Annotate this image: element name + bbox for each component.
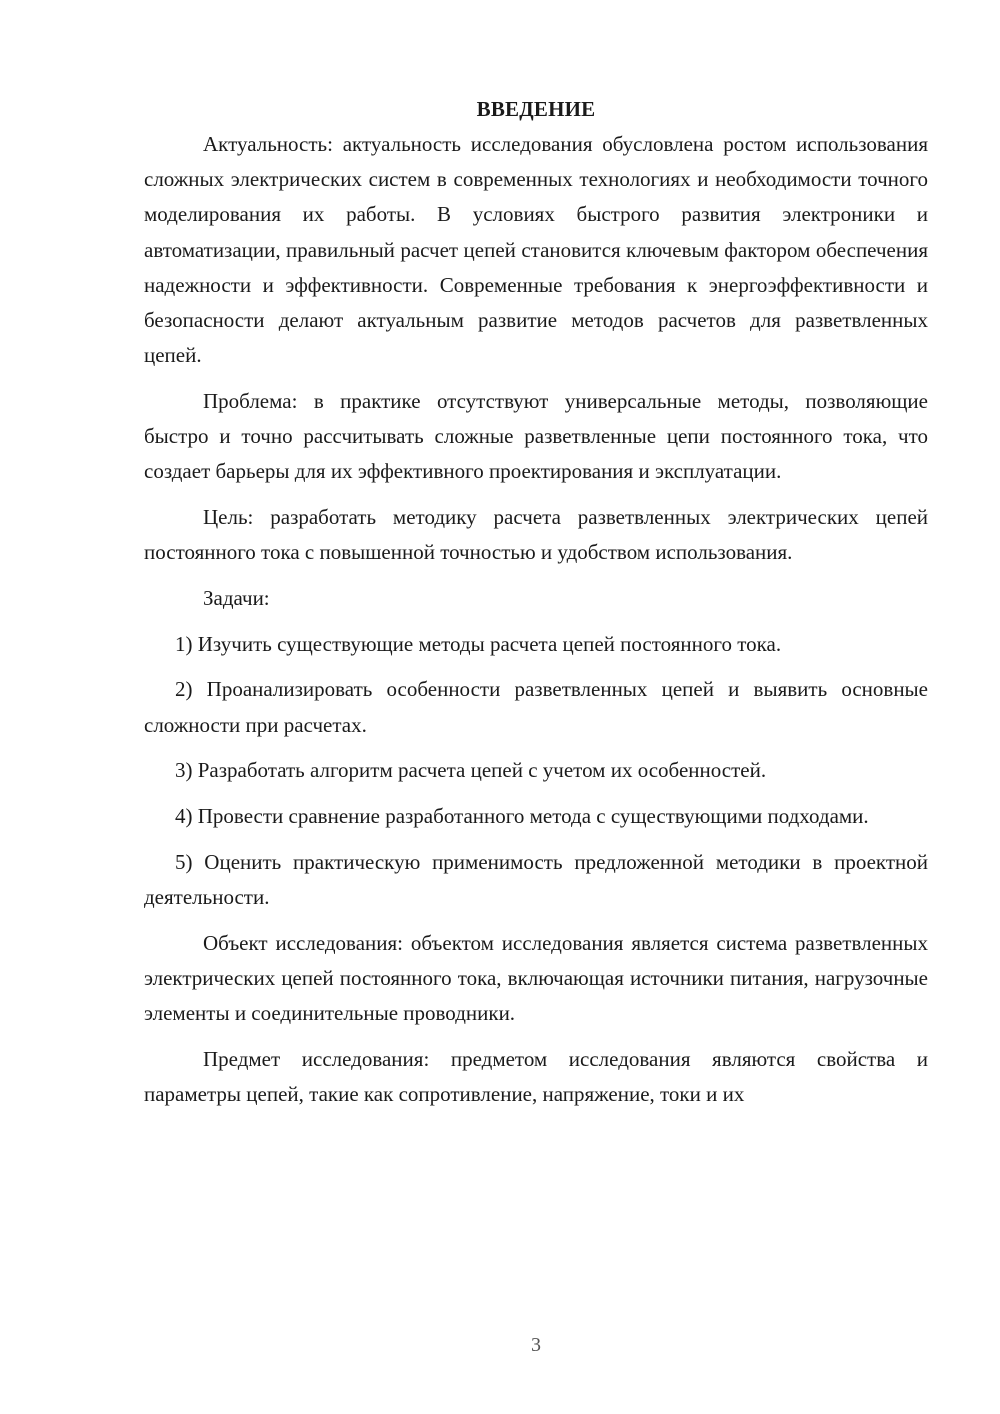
page-number: 3 bbox=[531, 1334, 541, 1356]
paragraph-object: Объект исследования: объектом исследования является система разветвленных электрических цепей постоянного тока, включающая источники питания, нагрузочные элементы и соединительные проводники. bbox=[144, 930, 928, 1025]
task-item-4: 4) Провести сравнение разработанного метода с существующими подходами. bbox=[175, 803, 869, 828]
paragraph-subject: Предмет исследования: предметом исследования являются свойства и параметры цепей, такие как сопротивление, напряжение, токи и их bbox=[144, 1046, 928, 1106]
task-item-1: 1) Изучить существующие методы расчета цепей постоянного тока. bbox=[175, 631, 782, 656]
task-item-5: 5) Оценить практическую применимость предложенной методики в проектной деятельности. bbox=[144, 849, 928, 909]
paragraph-problem: Проблема: в практике отсутствуют универсальные методы, позволяющие быстро и точно рассчитывать сложные разветвленные цепи постоянного тока, что создает барьеры для их эффективного проектирования и эксплуатации. bbox=[144, 388, 928, 484]
paragraph-relevance: Актуальность: актуальность исследования обусловлена ростом использования сложных электрических систем в современных технологиях и необходимости точного моделирования их работы. В условиях быстрого развития электроники и автоматизации, правильный расчет цепей становится ключевым фактором обеспечения надежности и эффективности. Современные требования к энергоэффективности и безопасности делают актуальным развитие методов расчетов для разветвленных цепей. bbox=[144, 132, 928, 368]
task-item-2: 2) Проанализировать особенности разветвленных цепей и выявить основные сложности при расчетах. bbox=[144, 677, 928, 737]
page-content bbox=[144, 92, 928, 1123]
paragraph-goal: Цель: разработать методику расчета разветвленных электрических цепей постоянного тока с повышенной точностью и удобством использования. bbox=[144, 505, 928, 565]
paragraph-tasks-heading: Задачи: bbox=[203, 585, 270, 610]
section-title: ВВЕДЕНИЕ bbox=[476, 97, 596, 121]
task-item-3: 3) Разработать алгоритм расчета цепей с учетом их особенностей. bbox=[175, 758, 767, 783]
